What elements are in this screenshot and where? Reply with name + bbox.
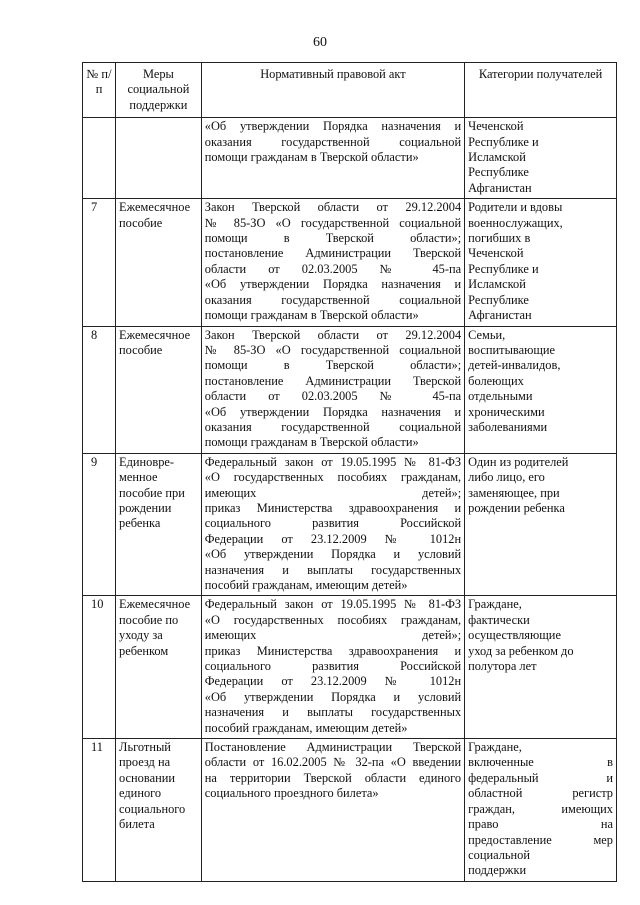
cell-act-line: пособий гражданам, имеющим детей» — [204, 720, 408, 735]
header-measure: Меры социальной поддержки — [116, 63, 202, 118]
table-body — [83, 118, 617, 882]
cell-act — [201, 118, 464, 199]
cell-act — [201, 453, 464, 596]
cell-act-line: Федерации от 23.12.2009 № 1012н — [204, 674, 462, 689]
cell-act-line: имеющих детей»; — [204, 628, 462, 643]
cell-measure-line: уходу за — [119, 628, 163, 643]
cell-recipients-line: уход за ребенком до — [468, 643, 574, 658]
cell-measure-line: ребенком — [119, 643, 169, 658]
cell-measure — [116, 199, 202, 326]
cell-measure-line: Льготный — [119, 740, 171, 755]
cell-act — [201, 596, 464, 739]
cell-measure-line: Ежемесячное — [119, 327, 191, 342]
header-num: № п/п — [83, 63, 116, 118]
cell-measure-line: Ежемесячное — [119, 200, 191, 215]
cell-num: 7 — [83, 199, 116, 326]
cell-recipients — [465, 199, 617, 326]
cell-act-line: № 85-ЗО «О государственной социальной — [204, 215, 462, 230]
cell-measure-line: пособие — [119, 342, 163, 357]
table-row — [83, 118, 617, 199]
cell-act-line: Закон Тверской области от 29.12.2004 — [204, 327, 462, 342]
cell-recipients-line: хроническими — [468, 404, 545, 419]
cell-recipients-line: отдельными — [468, 389, 533, 404]
cell-act-line: помощи гражданам в Тверской области» — [204, 150, 419, 165]
cell-act-line: Федеральный закон от 19.05.1995 № 81-ФЗ — [204, 454, 462, 469]
cell-act-line: № 85-ЗО «О государственной социальной — [204, 342, 462, 357]
cell-recipients-line: Республике — [468, 165, 529, 180]
cell-act-line: оказания государственной социальной — [204, 419, 462, 434]
cell-act-line: «О государственных пособиях гражданам, — [204, 612, 462, 627]
cell-act-line: «Об утверждении Порядка и условий — [204, 689, 462, 704]
table-row — [83, 453, 617, 596]
cell-measure-line: менное — [119, 470, 158, 485]
cell-recipients — [465, 118, 617, 199]
cell-recipients-line: Чеченской — [468, 246, 524, 261]
cell-act-line: Закон Тверской области от 29.12.2004 — [204, 200, 462, 215]
cell-act-line: на территории Тверской области единого — [204, 770, 462, 785]
cell-measure-line: социального — [119, 801, 186, 816]
cell-recipients-line: Афганистан — [468, 180, 532, 195]
cell-act-line: области от 02.03.2005 № 45-па — [204, 389, 462, 404]
cell-act-line: пособий гражданам, имеющим детей» — [204, 578, 408, 592]
cell-measure-line: рождении — [119, 500, 172, 515]
cell-recipients-line: полутора лет — [468, 659, 537, 674]
cell-recipients-line: Один из родителей — [468, 454, 569, 469]
cell-recipients-line: областной регистр — [468, 786, 613, 801]
cell-measure — [116, 596, 202, 739]
cell-measure — [116, 453, 202, 596]
cell-measure — [116, 739, 202, 882]
cell-act-line: «О государственных пособиях гражданам, — [204, 470, 462, 485]
cell-recipients-line: заменяющее, при — [468, 485, 560, 500]
cell-recipients-line: поддержки — [468, 863, 527, 878]
cell-num — [83, 118, 116, 199]
cell-act-line: «Об утверждении Порядка и условий — [204, 547, 462, 562]
cell-act — [201, 739, 464, 882]
cell-measure-line: пособие — [119, 215, 163, 230]
page-number: 60 — [313, 35, 327, 50]
cell-act-line: назначения и выплаты государственных — [204, 562, 462, 577]
cell-measure-line: пособие при — [119, 485, 185, 500]
cell-measure-line: пособие по — [119, 612, 179, 627]
cell-act-line: назначения и выплаты государственных — [204, 705, 462, 720]
cell-recipients-line: Исламской — [468, 150, 526, 165]
header-act: Нормативный правовой акт — [201, 63, 464, 118]
cell-num: 10 — [83, 596, 116, 739]
header-recipients: Категории получателей — [465, 63, 617, 118]
cell-act-line: «Об утверждении Порядка назначения и — [204, 119, 462, 134]
cell-recipients — [465, 739, 617, 882]
cell-recipients — [465, 596, 617, 739]
cell-recipients-line: предоставление мер — [468, 832, 613, 847]
cell-recipients — [465, 326, 617, 453]
cell-act-line: помощи в Тверской области»; — [204, 231, 462, 246]
cell-measure-line: единого — [119, 786, 162, 801]
cell-recipients-line: Чеченской — [468, 119, 524, 134]
cell-measure-line: проезд на — [119, 755, 171, 770]
cell-recipients-line: военнослужащих, — [468, 215, 563, 230]
cell-act-line: помощи гражданам в Тверской области» — [204, 308, 419, 323]
cell-act-line: приказ Министерства здравоохранения и — [204, 643, 462, 658]
cell-recipients-line: осуществляющие — [468, 628, 561, 643]
cell-measure-line: Ежемесячное — [119, 597, 191, 612]
cell-act-line: социального развития Российской — [204, 659, 462, 674]
cell-act-line: Федеральный закон от 19.05.1995 № 81-ФЗ — [204, 597, 462, 612]
cell-recipients-line: Граждане, — [468, 740, 522, 755]
cell-act-line: Постановление Администрации Тверской — [204, 740, 462, 755]
cell-recipients — [465, 453, 617, 596]
cell-act-line: «Об утверждении Порядка назначения и — [204, 277, 462, 292]
cell-recipients-line: Семьи, — [468, 327, 506, 342]
cell-recipients-line: Республике и — [468, 261, 539, 276]
table-row — [83, 596, 617, 739]
cell-recipients-line: Республике — [468, 292, 529, 307]
cell-measure-line: основании — [119, 770, 175, 785]
cell-measure-line: ребенка — [119, 516, 161, 531]
cell-act — [201, 326, 464, 453]
cell-act-line: помощи гражданам в Тверской области» — [204, 435, 419, 450]
cell-measure-line: билета — [119, 817, 155, 832]
table-row — [83, 199, 617, 326]
cell-act-line: имеющих детей»; — [204, 485, 462, 500]
cell-act-line: оказания государственной социальной — [204, 134, 462, 149]
cell-recipients-line: Родители и вдовы — [468, 200, 563, 215]
cell-recipients-line: либо лицо, его — [468, 470, 545, 485]
social-support-table — [82, 62, 617, 882]
cell-act-line: социального проездного билета» — [204, 786, 379, 801]
cell-act-line: помощи в Тверской области»; — [204, 358, 462, 373]
cell-recipients-line: болеющих — [468, 373, 524, 388]
cell-act-line: «Об утверждении Порядка назначения и — [204, 404, 462, 419]
cell-measure-line: Единовре- — [119, 454, 175, 469]
cell-recipients-line: воспитывающие — [468, 342, 556, 357]
cell-act-line: оказания государственной социальной — [204, 292, 462, 307]
cell-num: 11 — [83, 739, 116, 882]
cell-recipients-line: Исламской — [468, 277, 526, 292]
cell-recipients-line: включенные в — [468, 755, 613, 770]
cell-recipients-line: федеральный и — [468, 770, 613, 785]
cell-act — [201, 199, 464, 326]
cell-recipients-line: фактически — [468, 612, 530, 627]
cell-num: 9 — [83, 453, 116, 596]
cell-measure — [116, 118, 202, 199]
cell-recipients-line: социальной — [468, 847, 530, 862]
cell-act-line: приказ Министерства здравоохранения и — [204, 500, 462, 515]
cell-recipients-line: право на — [468, 817, 613, 832]
table-row — [83, 326, 617, 453]
cell-recipients-line: Афганистан — [468, 308, 532, 323]
cell-recipients-line: Республике и — [468, 134, 539, 149]
cell-act-line: Федерации от 23.12.2009 № 1012н — [204, 531, 462, 546]
cell-recipients-line: заболеваниями — [468, 419, 548, 434]
cell-act-line: постановление Администрации Тверской — [204, 246, 462, 261]
cell-act-line: области от 02.03.2005 № 45-па — [204, 261, 462, 276]
cell-measure — [116, 326, 202, 453]
cell-act-line: постановление Администрации Тверской — [204, 373, 462, 388]
cell-act-line: области от 16.02.2005 № 32-па «О введении — [204, 755, 462, 770]
cell-num: 8 — [83, 326, 116, 453]
cell-recipients-line: граждан, имеющих — [468, 801, 613, 816]
cell-recipients-line: погибших в — [468, 231, 531, 246]
cell-act-line: социального развития Российской — [204, 516, 462, 531]
cell-recipients-line: рождении ребенка — [468, 500, 565, 515]
table-row — [83, 739, 617, 882]
cell-recipients-line: Граждане, — [468, 597, 522, 612]
table-header-row — [83, 63, 617, 118]
cell-recipients-line: детей-инвалидов, — [468, 358, 561, 373]
